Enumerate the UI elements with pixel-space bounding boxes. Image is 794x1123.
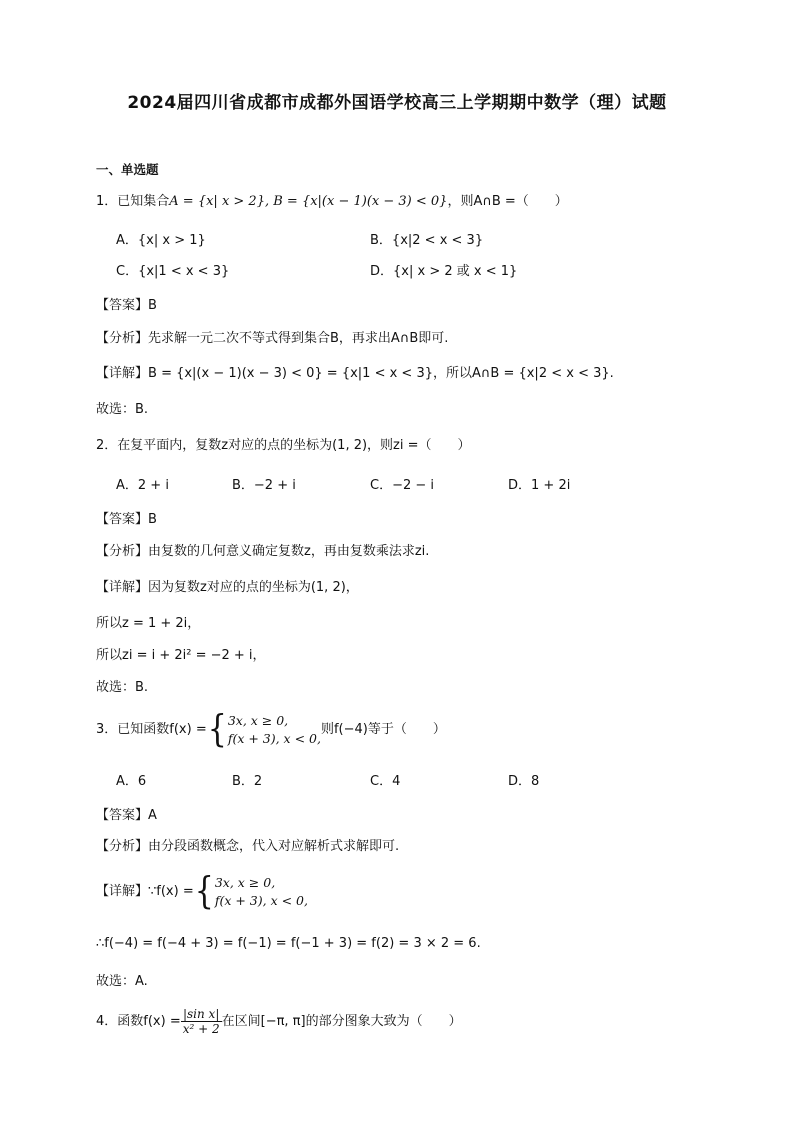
q1-stem-suffix: ，则A∩B =（ ）	[447, 194, 568, 209]
q1-analysis	[96, 329, 448, 349]
detail-text: 因为复数z对应的点的坐标为(1, 2)，	[148, 580, 359, 595]
analysis-tag: 【分析】	[96, 839, 149, 854]
analysis-tag: 【分析】	[96, 544, 149, 559]
q4-fraction-numerator: |sin x|	[181, 1007, 222, 1022]
q4-fraction	[181, 1007, 222, 1036]
q2-option-b: B．−2 + i	[232, 478, 296, 493]
q3-detail	[96, 869, 308, 913]
question-4-stem	[96, 1004, 462, 1040]
q2-option-d: D．1 + 2i	[508, 478, 571, 493]
q3-option-c: C．4	[370, 774, 401, 789]
q2-option-a: A．2 + i	[116, 478, 169, 493]
q2-analysis	[96, 542, 429, 562]
q3-stem-suffix: 则f(−4)等于（ ）	[320, 722, 446, 737]
section-heading: 一、单选题	[96, 162, 159, 177]
q3-analysis	[96, 837, 399, 857]
detail-tag: 【详解】	[96, 366, 149, 381]
q3-option-b: B．2	[232, 774, 263, 789]
q2-option-c: C．−2 − i	[370, 478, 435, 493]
q1-conclusion: 故选：B.	[96, 402, 149, 417]
q3-case-1: 3x, x ≥ 0,	[227, 712, 289, 728]
q1-stem-prefix: 1．已知集合	[96, 194, 170, 209]
q3-detail-case-1: 3x, x ≥ 0,	[214, 874, 276, 890]
left-brace: {	[194, 869, 214, 913]
question-2-stem: 2．在复平面内，复数z对应的点的坐标为(1, 2)，则zi =（ ）	[96, 438, 471, 453]
analysis-text: 由复数的几何意义确定复数z，再由复数乘法求zi.	[148, 544, 430, 559]
q2-detail	[96, 578, 359, 598]
answer-tag: 【答案】	[96, 512, 149, 527]
q1-detail	[96, 364, 614, 384]
analysis-tag: 【分析】	[96, 331, 149, 346]
q3-stem-prefix: 3．已知函数f(x) =	[96, 722, 207, 737]
detail-prefix: ∵f(x) =	[148, 884, 194, 899]
q4-stem-prefix: 4．函数f(x) =	[96, 1014, 181, 1029]
q3-conclusion: 故选：A.	[96, 974, 148, 989]
q3-detail-case-2: f(x + 3), x < 0,	[214, 892, 308, 908]
q3-answer	[96, 806, 157, 826]
analysis-text: 由分段函数概念，代入对应解析式求解即可.	[148, 839, 400, 854]
detail-tag: 【详解】	[96, 580, 149, 595]
detail-tag: 【详解】	[96, 884, 149, 899]
q2-detail-line-2: 所以z = 1 + 2i，	[96, 616, 201, 631]
answer-value: B	[148, 298, 157, 313]
q1-option-b: B．{x|2 < x < 3}	[370, 233, 484, 248]
q1-stem-math: A = {x| x > 2}, B = {x|(x − 1)(x − 3) < 0}	[169, 194, 448, 209]
question-1-stem	[96, 192, 568, 212]
q2-conclusion: 故选：B.	[96, 680, 149, 695]
q3-piecewise-cases	[228, 712, 321, 748]
answer-value: A	[148, 808, 157, 823]
q3-calculation: ∴f(−4) = f(−4 + 3) = f(−1) = f(−1 + 3) = f(2) = 3 × 2 = 6.	[96, 936, 481, 951]
q2-answer	[96, 510, 157, 530]
question-3-stem	[96, 707, 446, 751]
q3-detail-cases	[215, 874, 308, 910]
detail-text: B = {x|(x − 1)(x − 3) < 0} = {x|1 < x < 3}，所以A∩B = {x|2 < x < 3}.	[148, 366, 614, 381]
q4-fraction-denominator: x² + 2	[182, 1022, 220, 1036]
q3-case-2: f(x + 3), x < 0,	[227, 730, 321, 746]
answer-tag: 【答案】	[96, 298, 149, 313]
q4-stem-suffix: 在区间[−π, π]的部分图象大致为（ ）	[221, 1014, 462, 1029]
q1-option-d: D．{x| x > 2 或 x < 1}	[370, 264, 518, 279]
q3-option-a: A．6	[116, 774, 147, 789]
q1-option-a: A．{x| x > 1}	[116, 233, 206, 248]
q1-option-c: C．{x|1 < x < 3}	[116, 264, 230, 279]
left-brace: {	[207, 707, 227, 751]
answer-tag: 【答案】	[96, 808, 149, 823]
q3-option-d: D．8	[508, 774, 540, 789]
analysis-text: 先求解一元二次不等式得到集合B，再求出A∩B即可.	[148, 331, 449, 346]
q2-detail-line-3: 所以zi = i + 2i² = −2 + i，	[96, 648, 266, 663]
page-title: 2024届四川省成都市成都外国语学校高三上学期期中数学（理）试题	[127, 93, 667, 113]
q1-answer	[96, 296, 157, 316]
answer-value: B	[148, 512, 157, 527]
